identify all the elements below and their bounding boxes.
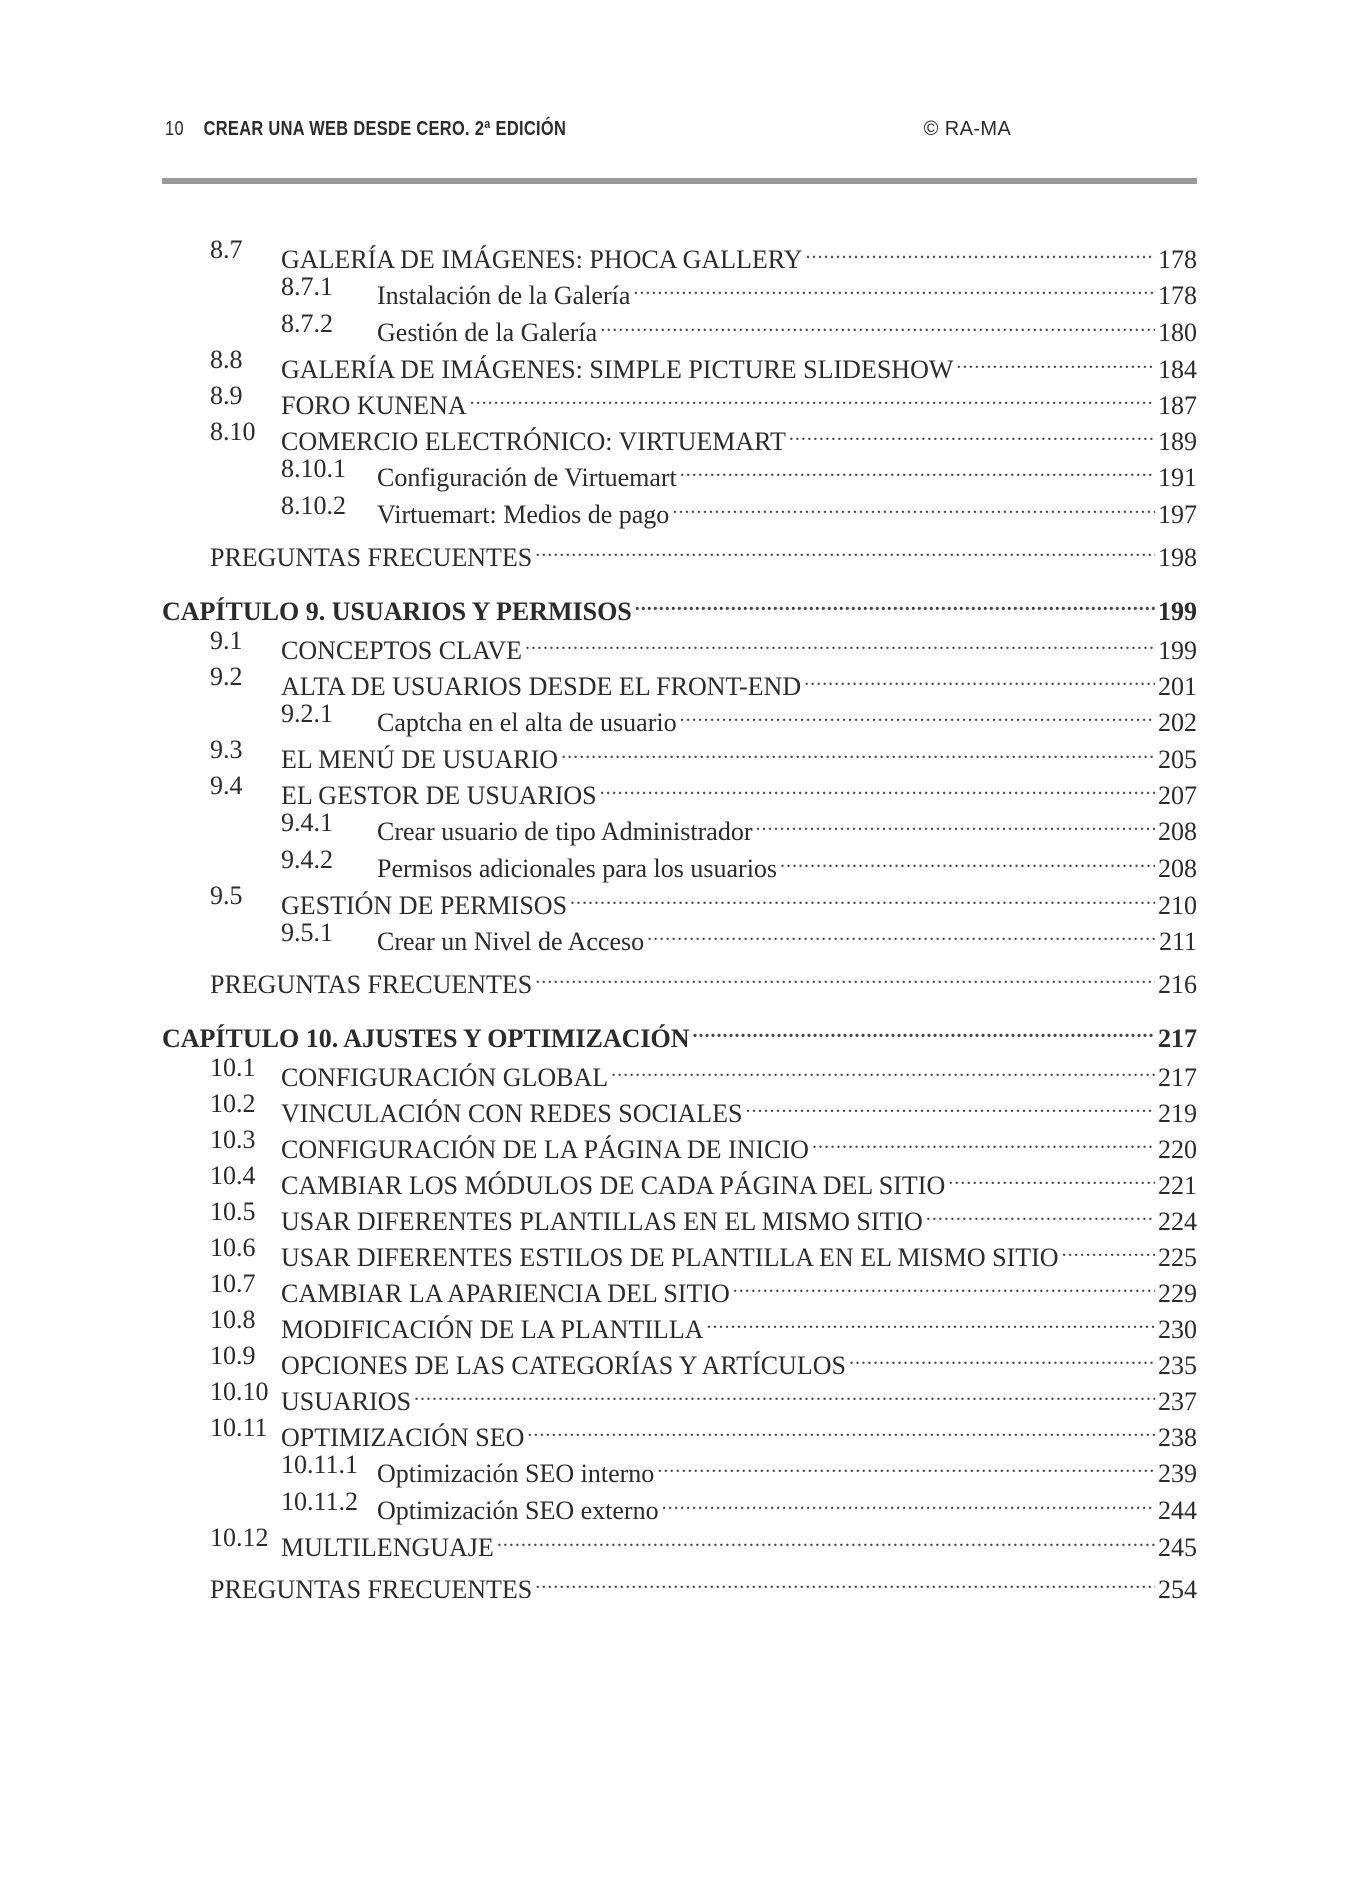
toc-entry-number: 9.4.1	[281, 808, 333, 837]
toc-entry-number: 8.7.2	[281, 309, 333, 338]
dot-leader	[805, 232, 1155, 268]
toc-entry	[162, 1158, 1197, 1200]
dot-leader	[780, 841, 1155, 877]
toc-entry	[162, 1194, 1197, 1236]
toc-entry-title: Permisos adicionales para los usuarios	[377, 854, 778, 883]
dot-leader	[706, 1302, 1155, 1338]
header-rule	[162, 178, 1197, 184]
toc-entry	[162, 1374, 1197, 1416]
toc-entry	[162, 841, 1197, 883]
toc-entry-page: 184	[1158, 355, 1197, 384]
toc-entry	[162, 1520, 1197, 1562]
toc-entry-page: 207	[1158, 781, 1197, 810]
toc-entry	[162, 878, 1197, 920]
running-header	[165, 118, 1011, 152]
toc-entry-title: GALERÍA DE IMÁGENES: SIMPLE PICTURE SLIDESHOW	[281, 355, 954, 384]
dot-leader	[525, 623, 1155, 659]
dot-leader	[1062, 1230, 1155, 1266]
dot-leader	[635, 584, 1155, 620]
toc-entry-number: 9.5	[210, 881, 243, 910]
dot-leader	[561, 732, 1155, 768]
header-page-number: 10	[165, 118, 184, 140]
toc-entry-title: Gestión de la Galería	[377, 318, 598, 347]
toc-entry-page: 254	[1158, 1575, 1197, 1604]
toc-entry-page: 187	[1158, 391, 1197, 420]
toc-entry-page: 220	[1158, 1135, 1197, 1164]
toc-entry-title: Virtuemart: Medios de pago	[377, 500, 670, 529]
toc-entry-title: EL MENÚ DE USUARIO	[281, 745, 559, 774]
toc-entry	[162, 914, 1197, 956]
table-of-contents	[162, 232, 1197, 1604]
toc-entry-number: 8.7.1	[281, 272, 333, 301]
toc-entry	[162, 1086, 1197, 1128]
toc-entry-title: PREGUNTAS FRECUENTES	[210, 1575, 533, 1604]
toc-entry-number: 10.4	[210, 1161, 256, 1190]
dot-leader	[672, 487, 1155, 523]
dot-leader	[633, 268, 1155, 304]
dot-leader	[600, 768, 1155, 804]
toc-entry-number: 10.11.2	[281, 1487, 359, 1516]
toc-entry-number: 10.2	[210, 1089, 256, 1118]
toc-entry-number: 9.4.2	[281, 845, 333, 874]
dot-leader	[926, 1194, 1155, 1230]
dot-leader	[680, 695, 1155, 731]
toc-entry	[162, 378, 1197, 420]
toc-entry-title: EL GESTOR DE USUARIOS	[281, 781, 597, 810]
dot-leader	[789, 414, 1155, 450]
toc-entry-page: 202	[1158, 708, 1197, 737]
toc-entry-title: MODIFICACIÓN DE LA PLANTILLA	[281, 1315, 704, 1344]
toc-entry-number: 9.1	[210, 626, 243, 655]
toc-entry-number: 8.7	[210, 235, 243, 264]
toc-entry-title: USUARIOS	[281, 1387, 412, 1416]
toc-entry	[162, 1011, 1197, 1053]
dot-leader	[662, 1483, 1155, 1519]
toc-entry-number: 10.10	[210, 1377, 269, 1406]
toc-entry-title: COMERCIO ELECTRÓNICO: VIRTUEMART	[281, 427, 786, 456]
dot-leader	[812, 1122, 1155, 1158]
toc-entry	[162, 1446, 1197, 1488]
toc-entry	[162, 1050, 1197, 1092]
toc-entry	[162, 695, 1197, 737]
toc-entry-number: 10.1	[210, 1053, 256, 1082]
toc-entry-title: CONFIGURACIÓN DE LA PÁGINA DE INICIO	[281, 1135, 809, 1164]
toc-entry-number: 9.4	[210, 771, 243, 800]
toc-entry-title: Captcha en el alta de usuario	[377, 708, 677, 737]
toc-entry	[162, 1230, 1197, 1272]
toc-entry-number: 8.10	[210, 417, 256, 446]
toc-entry-title: USAR DIFERENTES ESTILOS DE PLANTILLA EN EL MISMO SITIO	[281, 1243, 1059, 1272]
toc-entry-title: Instalación de la Galería	[377, 281, 631, 310]
toc-entry-title: CAMBIAR LOS MÓDULOS DE CADA PÁGINA DEL SITIO	[281, 1171, 946, 1200]
toc-entry-number: 8.8	[210, 345, 243, 374]
toc-entry-title: PREGUNTAS FRECUENTES	[210, 970, 533, 999]
toc-entry-page: 237	[1158, 1387, 1197, 1416]
toc-entry-title: GALERÍA DE IMÁGENES: PHOCA GALLERY	[281, 245, 803, 274]
toc-entry-number: 10.5	[210, 1197, 256, 1226]
toc-entry-page: 198	[1158, 543, 1197, 572]
dot-leader	[611, 1050, 1155, 1086]
toc-entry-number: 10.8	[210, 1305, 256, 1334]
toc-entry-page: 205	[1158, 745, 1197, 774]
toc-entry	[162, 732, 1197, 774]
toc-entry-title: Optimización SEO interno	[377, 1459, 655, 1488]
toc-entry-title: CONFIGURACIÓN GLOBAL	[281, 1063, 609, 1092]
toc-entry	[162, 342, 1197, 384]
toc-entry-number: 10.6	[210, 1233, 256, 1262]
toc-entry	[162, 414, 1197, 456]
toc-entry-title: MULTILENGUAJE	[281, 1533, 494, 1562]
dot-leader	[470, 378, 1155, 414]
dot-leader	[680, 450, 1155, 486]
dot-leader	[956, 342, 1155, 378]
header-publisher: © RA-MA	[923, 118, 1012, 140]
toc-entry-page: 211	[1158, 927, 1197, 956]
toc-entry-title: Crear un Nivel de Acceso	[377, 927, 645, 956]
toc-entry-number: 10.11	[210, 1413, 268, 1442]
toc-entry-page: 178	[1158, 281, 1197, 310]
toc-entry	[162, 1338, 1197, 1380]
toc-entry-page: 197	[1158, 500, 1197, 529]
toc-entry-page: 210	[1158, 891, 1197, 920]
dot-leader	[535, 1562, 1155, 1598]
toc-entry	[162, 530, 1197, 572]
toc-entry	[162, 450, 1197, 492]
toc-entry-page: 201	[1158, 672, 1197, 701]
header-left	[165, 118, 566, 141]
toc-entry	[162, 957, 1197, 999]
toc-entry-page: 219	[1158, 1099, 1197, 1128]
toc-entry-page: 178	[1158, 245, 1197, 274]
toc-entry-page: 230	[1158, 1315, 1197, 1344]
toc-entry-number: 10.7	[210, 1269, 256, 1298]
dot-leader	[497, 1520, 1155, 1556]
toc-entry	[162, 1302, 1197, 1344]
chapter-title: CAPÍTULO 10. AJUSTES Y OPTIMIZACIÓN	[162, 1024, 690, 1053]
dot-leader	[570, 878, 1155, 914]
toc-entry-title: FORO KUNENA	[281, 391, 467, 420]
toc-entry-number: 10.11.1	[281, 1450, 359, 1479]
toc-entry-title: GESTIÓN DE PERMISOS	[281, 891, 568, 920]
toc-entry-page: 208	[1158, 817, 1197, 846]
toc-entry-page: 217	[1158, 1024, 1197, 1053]
toc-entry-page: 189	[1158, 427, 1197, 456]
toc-entry	[162, 584, 1197, 626]
toc-entry-number: 8.10.2	[281, 491, 346, 520]
toc-entry	[162, 1562, 1197, 1604]
toc-entry-page: 245	[1158, 1533, 1197, 1562]
dot-leader	[657, 1446, 1155, 1482]
toc-entry	[162, 768, 1197, 810]
toc-entry-title: ALTA DE USUARIOS DESDE EL FRONT-END	[281, 672, 802, 701]
toc-entry	[162, 1122, 1197, 1164]
toc-entry-page: 221	[1158, 1171, 1197, 1200]
toc-entry	[162, 487, 1197, 529]
dot-leader	[755, 804, 1155, 840]
toc-entry-page: 216	[1158, 970, 1197, 999]
chapter-title: CAPÍTULO 9. USUARIOS Y PERMISOS	[162, 597, 632, 626]
toc-entry-page: 224	[1158, 1207, 1197, 1236]
dot-leader	[600, 305, 1155, 341]
toc-entry-page: 217	[1158, 1063, 1197, 1092]
toc-entry	[162, 268, 1197, 310]
toc-entry	[162, 1410, 1197, 1452]
toc-entry-page: 239	[1158, 1459, 1197, 1488]
toc-entry-page: 199	[1158, 597, 1197, 626]
toc-entry-number: 10.9	[210, 1341, 256, 1370]
toc-entry-title: USAR DIFERENTES PLANTILLAS EN EL MISMO SITIO	[281, 1207, 923, 1236]
toc-entry	[162, 1483, 1197, 1525]
dot-leader	[849, 1338, 1155, 1374]
toc-entry	[162, 804, 1197, 846]
toc-entry-number: 8.9	[210, 381, 243, 410]
dot-leader	[746, 1086, 1155, 1122]
dot-leader	[948, 1158, 1155, 1194]
toc-entry-page: 244	[1158, 1496, 1197, 1525]
toc-entry-title: Configuración de Virtuemart	[377, 463, 677, 492]
toc-entry-number: 9.2	[210, 662, 243, 691]
toc-entry-number: 8.10.1	[281, 454, 346, 483]
toc-entry-page: 225	[1158, 1243, 1197, 1272]
toc-entry-number: 9.2.1	[281, 699, 333, 728]
toc-entry-title: OPTIMIZACIÓN SEO	[281, 1423, 525, 1452]
toc-entry-title: OPCIONES DE LAS CATEGORÍAS Y ARTÍCULOS	[281, 1351, 846, 1380]
dot-leader	[414, 1374, 1155, 1410]
toc-entry-number: 10.3	[210, 1125, 256, 1154]
dot-leader	[535, 530, 1155, 566]
toc-entry-number: 9.3	[210, 735, 243, 764]
toc-entry-number: 10.12	[210, 1523, 269, 1552]
toc-entry-page: 199	[1158, 636, 1197, 665]
toc-entry-number: 9.5.1	[281, 918, 333, 947]
toc-entry-title: Optimización SEO externo	[377, 1496, 659, 1525]
dot-leader	[804, 659, 1155, 695]
toc-entry-page: 229	[1158, 1279, 1197, 1308]
dot-leader	[527, 1410, 1155, 1446]
toc-entry-page: 235	[1158, 1351, 1197, 1380]
toc-entry-title: CONCEPTOS CLAVE	[281, 636, 523, 665]
toc-entry	[162, 659, 1197, 701]
dot-leader	[647, 914, 1156, 950]
toc-entry	[162, 623, 1197, 665]
toc-entry-title: PREGUNTAS FRECUENTES	[210, 543, 533, 572]
dot-leader	[535, 957, 1155, 993]
toc-entry-page: 208	[1158, 854, 1197, 883]
toc-entry-page: 191	[1158, 463, 1197, 492]
toc-entry-title: Crear usuario de tipo Administrador	[377, 817, 753, 846]
toc-entry	[162, 1266, 1197, 1308]
toc-entry	[162, 232, 1197, 274]
toc-entry-page: 180	[1158, 318, 1197, 347]
toc-entry	[162, 305, 1197, 347]
toc-entry-page: 238	[1158, 1423, 1197, 1452]
toc-entry-title: VINCULACIÓN CON REDES SOCIALES	[281, 1099, 743, 1128]
header-book-title: CREAR UNA WEB DESDE CERO. 2ª EDICIÓN	[203, 118, 567, 140]
toc-entry-title: CAMBIAR LA APARIENCIA DEL SITIO	[281, 1279, 730, 1308]
dot-leader	[733, 1266, 1155, 1302]
dot-leader	[693, 1011, 1155, 1047]
